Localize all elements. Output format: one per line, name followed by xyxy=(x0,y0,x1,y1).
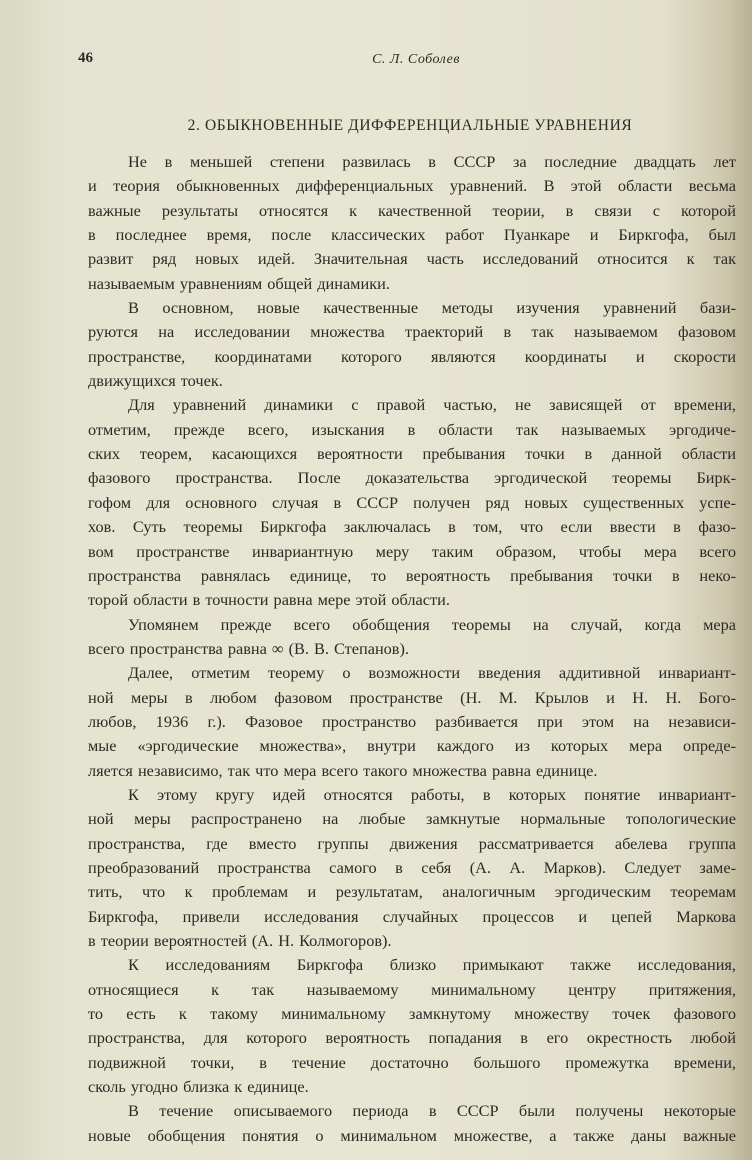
text-line: то есть к такому минимальному замкнутому множеству точек фазового xyxy=(88,1004,736,1024)
text-line: новые обобщения понятия о минимальном множестве, а также даны важные xyxy=(88,1125,736,1145)
running-head: С. Л. Соболев xyxy=(372,52,460,67)
text-line: хов. Суть теоремы Биркгофа заключалась в том, что если ввести в фазо- xyxy=(88,517,736,537)
text-line: фазового пространства. После доказательства эргодической теоремы Бирк- xyxy=(88,468,736,488)
text-line: гофом для основного случая в СССР получен ряд новых существенных успе- xyxy=(88,492,736,512)
text-line: вом пространстве инвариантную меру таким образом, чтобы мера всего xyxy=(88,541,736,561)
text-line: пространства равнялась единице, то вероятность пребывания точки в неко- xyxy=(88,565,736,585)
text-line: Для уравнений динамики с правой частью, не зависящей от времени, xyxy=(128,395,736,415)
body-text xyxy=(88,150,736,1148)
text-line: пространства, для которого вероятность попадания в его окрестность любой xyxy=(88,1028,736,1048)
text-line: сколь угодно близка к единице. xyxy=(88,1077,309,1097)
text-line: мые «эргодические множества», внутри каждого из которых мера опреде- xyxy=(88,736,736,756)
page-number: 46 xyxy=(78,50,93,66)
text-line: Упомянем прежде всего обобщения теоремы на случай, когда мера xyxy=(128,614,736,634)
text-line: пространстве, координатами которого являются координаты и скорости xyxy=(88,346,736,366)
text-line: Не в меньшей степени развилась в СССР за последние двадцать лет xyxy=(128,152,736,171)
section-title: 2. ОБЫКНОВЕННЫЕ ДИФФЕРЕНЦИАЛЬНЫЕ УРАВНЕНИЯ xyxy=(187,117,633,134)
text-line: В основном, новые качественные методы изучения уравнений бази- xyxy=(128,298,736,318)
text-line: Биркгофа, привели исследования случайных процессов и цепей Маркова xyxy=(88,906,736,926)
text-line: преобразований пространства самого в себя (А. А. Марков). Следует заме- xyxy=(88,857,736,877)
text-line: Далее, отметим теорему о возможности введения аддитивной инвариант- xyxy=(128,663,736,683)
text-line: К исследованиям Биркгофа близко примыкают также исследования, xyxy=(128,955,736,975)
text-line: ляется независимо, так что мера всего такого множества равна единице. xyxy=(88,760,598,780)
text-line: ских теорем, касающихся вероятности пребывания точки в данной области xyxy=(88,444,736,464)
text-line: относящиеся к так называемому минимальному центру притяжения, xyxy=(88,979,736,999)
text-line: ной меры распространено на любые замкнутые нормальные топологические xyxy=(88,809,736,829)
text-line: отметим, прежде всего, изыскания в области так называемых эргодиче- xyxy=(88,419,736,439)
text-line: торой области в точности равна мере этой области. xyxy=(88,590,450,610)
text-line: В течение описываемого периода в СССР были получены некоторые xyxy=(128,1101,736,1121)
text-line: движущихся точек. xyxy=(88,371,223,391)
text-line: подвижной точки, в течение достаточно большого промежутка времени, xyxy=(88,1052,736,1072)
text-line: пространства, где вместо группы движения рассматривается абелева группа xyxy=(88,833,736,853)
text-line: тить, что к проблемам и результатам, аналогичным эргодическим теоремам xyxy=(88,882,736,902)
text-line: всего пространства равна ∞ (В. В. Степанов). xyxy=(88,638,409,658)
text-line: в теории вероятностей (А. Н. Колмогоров). xyxy=(88,931,392,950)
text-line: в последнее время, после классических работ Пуанкаре и Биркгофа, был xyxy=(88,225,736,245)
text-line: важные результаты относятся к качественной теории, в связи с которой xyxy=(88,200,736,220)
text-line: К этому кругу идей относятся работы, в которых понятие инвариант- xyxy=(128,784,736,804)
text-line: любов, 1936 г.). Фазовое пространство разбивается при этом на независи- xyxy=(88,711,736,731)
text-line: развит ряд новых идей. Значительная часть исследований относится к так xyxy=(88,249,736,269)
text-line: ной меры в любом фазовом пространстве (Н. М. Крылов и Н. Н. Бого- xyxy=(88,687,736,707)
text-line: и теория обыкновенных дифференциальных уравнений. В этой области весьма xyxy=(88,176,736,196)
text-line: руются на исследовании множества траекторий в так называемом фазовом xyxy=(88,322,736,342)
text-line: называемым уравнениям общей динамики. xyxy=(88,273,390,293)
